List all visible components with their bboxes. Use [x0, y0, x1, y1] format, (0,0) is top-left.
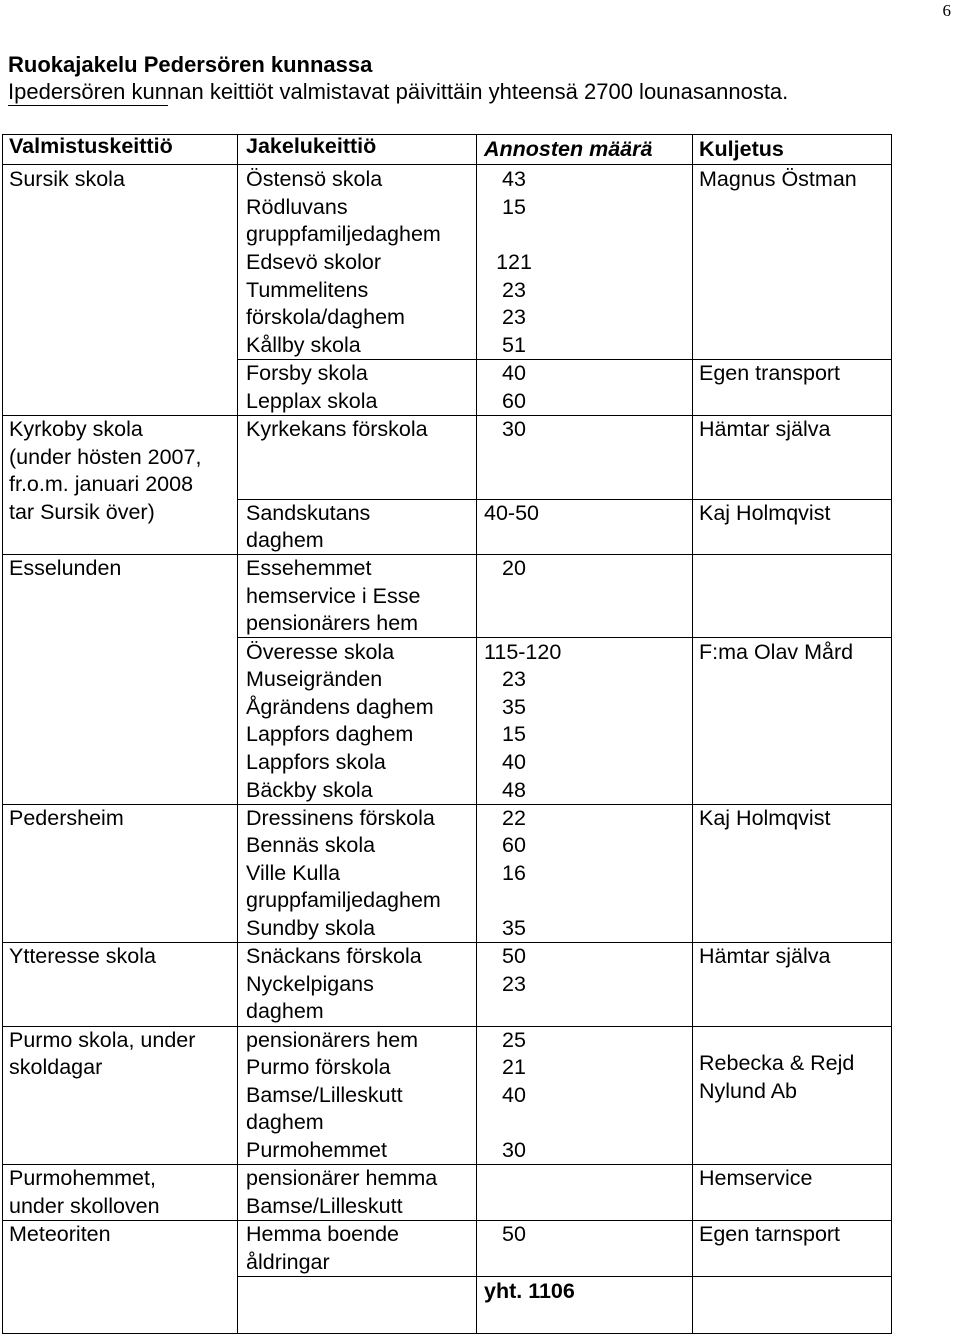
delivery-cell: Överesse skola — [246, 640, 395, 664]
delivery-cell: Essehemmet — [246, 556, 372, 580]
delivery-cell: pensionärers hem — [246, 611, 419, 635]
header-delivery: Jakelukeittiö — [246, 134, 377, 158]
portion-cell: 51 — [502, 333, 526, 357]
portion-cell: 21 — [502, 1055, 526, 1079]
column-divider-1 — [237, 134, 238, 1333]
delivery-cell: Östensö skola — [246, 167, 383, 191]
kitchen-cell: Purmohemmet, — [9, 1166, 156, 1190]
delivery-cell: Ågrändens daghem — [246, 695, 434, 719]
delivery-cell: Lepplax skola — [246, 389, 378, 413]
delivery-cell: pensionärers hem — [246, 1028, 419, 1052]
transport-cell: Kaj Holmqvist — [699, 806, 831, 830]
delivery-cell: Lappfors skola — [246, 750, 386, 774]
delivery-cell: Dressinens förskola — [246, 806, 435, 830]
portion-cell: 50 — [502, 944, 526, 968]
column-divider-3 — [692, 134, 693, 1333]
delivery-cell: Tummelitens — [246, 278, 369, 302]
delivery-cell: daghem — [246, 1110, 324, 1134]
delivery-cell: Bennäs skola — [246, 833, 376, 857]
table-border-bottom — [2, 1333, 892, 1334]
delivery-cell: daghem — [246, 528, 324, 552]
delivery-cell: Kållby skola — [246, 333, 361, 357]
delivery-cell: åldringar — [246, 1250, 330, 1274]
subtitle-underline — [8, 105, 168, 106]
portion-cell: 48 — [502, 778, 526, 802]
delivery-cell: Ville Kulla — [246, 861, 341, 885]
delivery-cell: Lappfors daghem — [246, 722, 414, 746]
delivery-cell: Forsby skola — [246, 361, 368, 385]
portion-cell: 30 — [502, 417, 526, 441]
page-title: Ruokajakelu Pedersören kunnassa — [8, 52, 373, 77]
transport-cell: Hämtar själva — [699, 944, 831, 968]
kitchen-cell: Ytteresse skola — [9, 944, 156, 968]
transport-cell: Egen tarnsport — [699, 1222, 841, 1246]
delivery-cell: Kyrkekans förskola — [246, 417, 428, 441]
header-kitchen: Valmistuskeittiö — [9, 134, 173, 158]
portion-cell: 35 — [502, 916, 526, 940]
delivery-cell: Nyckelpigans — [246, 972, 374, 996]
transport-cell: Magnus Östman — [699, 167, 857, 191]
portion-cell: 15 — [502, 722, 526, 746]
transport-cell: Rebecka & Rejd — [699, 1051, 855, 1075]
delivery-cell: Bamse/Lilleskutt — [246, 1194, 403, 1218]
portion-cell: 50 — [502, 1222, 526, 1246]
kitchen-cell: tar Sursik över) — [9, 500, 155, 524]
delivery-cell: förskola/daghem — [246, 305, 405, 329]
portion-cell: 16 — [502, 861, 526, 885]
transport-cell: Hemservice — [699, 1166, 813, 1190]
column-divider-2 — [476, 134, 477, 1333]
delivery-cell: Hemma boende — [246, 1222, 399, 1246]
kitchen-cell: Sursik skola — [9, 167, 125, 191]
portion-total: yht. 1106 — [484, 1279, 575, 1303]
delivery-cell: Bamse/Lilleskutt — [246, 1083, 403, 1107]
kitchen-cell: Esselunden — [9, 556, 122, 580]
table-border-left — [2, 134, 3, 1333]
row-border — [2, 554, 892, 555]
portion-cell: 121 — [496, 250, 532, 274]
delivery-cell: Sundby skola — [246, 916, 376, 940]
portion-cell: 40-50 — [484, 501, 539, 525]
page-number: 6 — [942, 1, 951, 20]
portion-cell: 43 — [502, 167, 526, 191]
delivery-cell: Edsevö skolor — [246, 250, 382, 274]
portion-cell: 23 — [502, 667, 526, 691]
delivery-cell: pensionärer hemma — [246, 1166, 438, 1190]
kitchen-cell: Pedersheim — [9, 806, 124, 830]
delivery-cell: Bäckby skola — [246, 778, 373, 802]
portion-cell: 60 — [502, 833, 526, 857]
portion-cell: 23 — [502, 305, 526, 329]
delivery-cell: Museigränden — [246, 667, 383, 691]
kitchen-cell: skoldagar — [9, 1055, 103, 1079]
kitchen-cell: Purmo skola, under — [9, 1028, 196, 1052]
portion-cell: 25 — [502, 1028, 526, 1052]
page-subtitle: Ipedersören kunnan keittiöt valmistavat päivittäin yhteensä 2700 lounasannosta. — [8, 79, 789, 104]
header-transport: Kuljetus — [699, 137, 784, 161]
row-border — [237, 1276, 892, 1277]
kitchen-cell: fr.o.m. januari 2008 — [9, 472, 194, 496]
portion-cell: 35 — [502, 695, 526, 719]
portion-cell: 15 — [502, 195, 526, 219]
transport-cell: Hämtar själva — [699, 417, 831, 441]
delivery-cell: hemservice i Esse — [246, 584, 421, 608]
delivery-cell: Rödluvans — [246, 195, 348, 219]
portion-cell: 60 — [502, 389, 526, 413]
portion-cell: 23 — [502, 972, 526, 996]
delivery-cell: daghem — [246, 999, 324, 1023]
portion-cell: 40 — [502, 1083, 526, 1107]
delivery-cell: Snäckans förskola — [246, 944, 422, 968]
row-border — [2, 164, 892, 165]
transport-cell: Kaj Holmqvist — [699, 501, 831, 525]
portion-cell: 20 — [502, 556, 526, 580]
portion-cell: 22 — [502, 806, 526, 830]
delivery-cell: Sandskutans — [246, 501, 371, 525]
delivery-cell: Purmo förskola — [246, 1055, 391, 1079]
delivery-cell: gruppfamiljedaghem — [246, 222, 441, 246]
kitchen-cell: under skolloven — [9, 1194, 160, 1218]
table-border-right — [891, 134, 892, 1333]
transport-cell: Nylund Ab — [699, 1079, 798, 1103]
transport-cell: Egen transport — [699, 361, 841, 385]
portion-cell: 115-120 — [484, 640, 562, 664]
portion-cell: 30 — [502, 1138, 526, 1162]
delivery-cell: Purmohemmet — [246, 1138, 387, 1162]
delivery-cell: gruppfamiljedaghem — [246, 888, 441, 912]
portion-cell: 40 — [502, 750, 526, 774]
kitchen-cell: (under hösten 2007, — [9, 445, 202, 469]
header-portions: Annosten määrä — [484, 137, 653, 161]
portion-cell: 40 — [502, 361, 526, 385]
kitchen-cell: Meteoriten — [9, 1222, 111, 1246]
kitchen-cell: Kyrkoby skola — [9, 417, 143, 441]
portion-cell: 23 — [502, 278, 526, 302]
transport-cell: F:ma Olav Mård — [699, 640, 854, 664]
